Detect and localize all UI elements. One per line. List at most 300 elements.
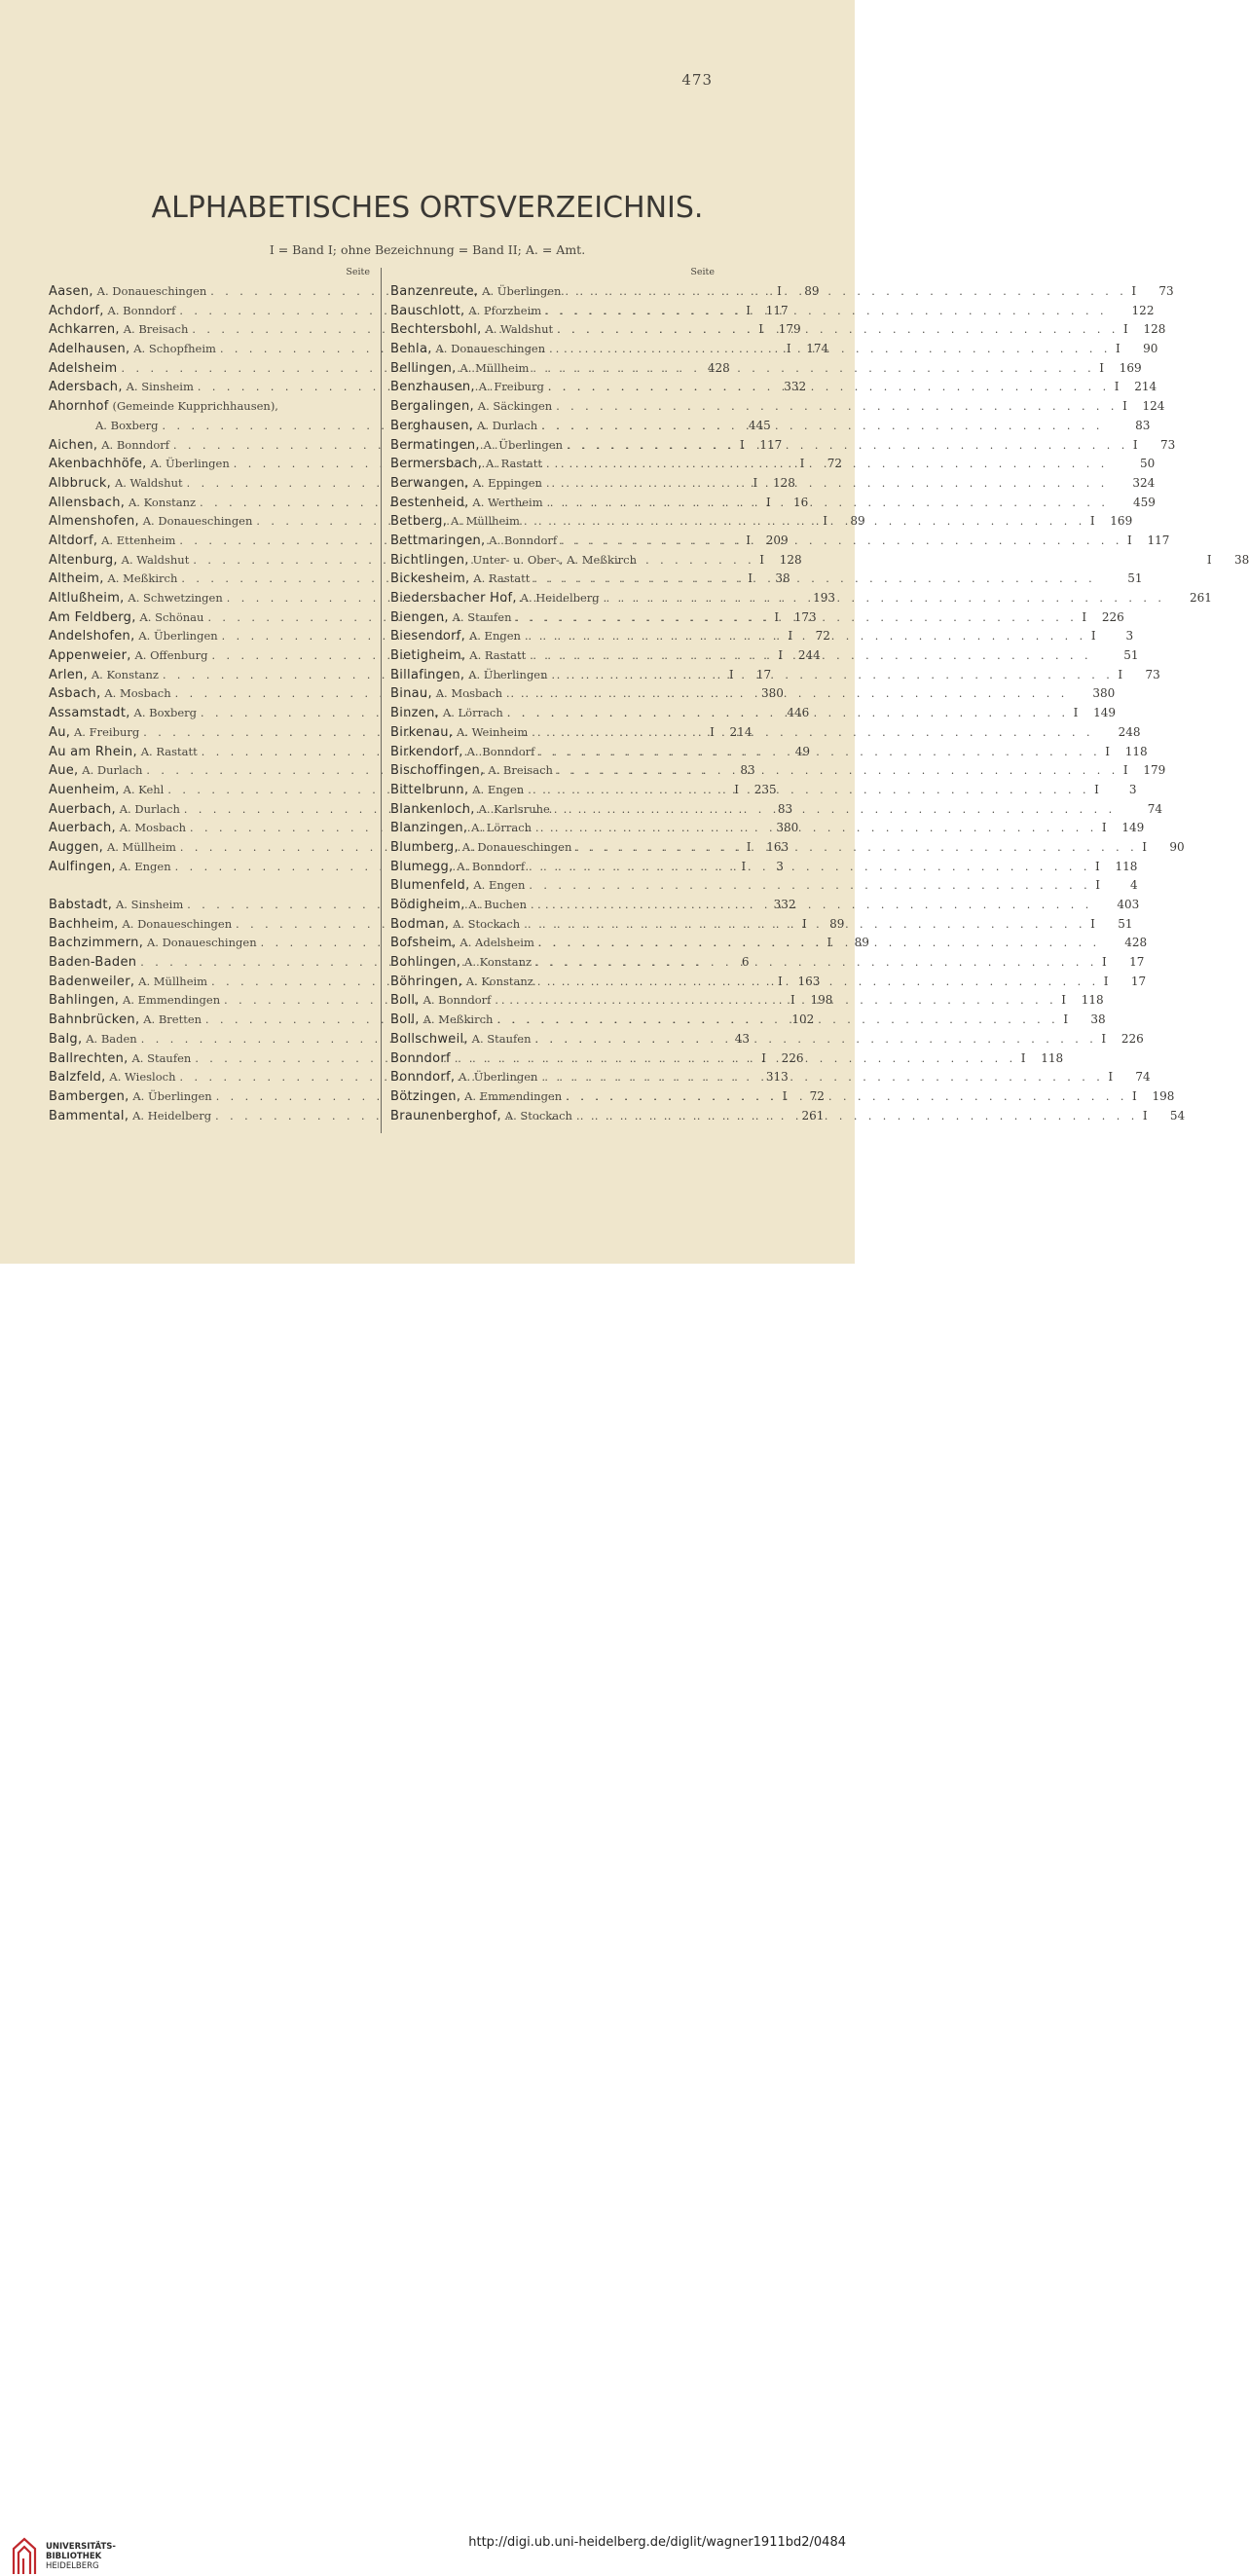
page-reference: 73 xyxy=(1159,437,1176,452)
dot-leader xyxy=(572,1107,1138,1126)
volume-marker: I xyxy=(1101,821,1107,835)
district-detail: A. Stockach xyxy=(453,916,521,931)
page-reference: 313 xyxy=(765,1070,789,1085)
district-detail: A. Offenburg xyxy=(134,648,208,663)
dot-leader xyxy=(544,378,1110,397)
page-reference: 51 xyxy=(1123,648,1139,663)
page-reference: 54 xyxy=(1169,1108,1186,1122)
dot-leader xyxy=(600,589,1165,608)
page-reference: 403 xyxy=(1117,898,1140,911)
volume-marker: I xyxy=(728,667,734,681)
dot-leader xyxy=(532,953,1097,973)
district-detail: A. Durlach xyxy=(82,763,143,778)
volume-marker: I xyxy=(790,993,795,1008)
page-reference: 198 xyxy=(1152,1088,1175,1103)
district-detail: A. Überlingen xyxy=(468,667,548,681)
district-detail: A. Konstanz xyxy=(91,667,159,681)
place-name: Bergalingen, xyxy=(390,399,474,415)
place-name: Arlen, xyxy=(49,667,89,682)
dot-leader xyxy=(562,1087,1127,1107)
page-reference: 380 xyxy=(776,821,799,835)
place-name: Altlußheim, xyxy=(49,591,125,606)
district-detail: A. Staufen xyxy=(131,1050,192,1065)
library-logo-icon xyxy=(10,2535,39,2576)
dot-leader xyxy=(491,991,1056,1011)
volume-marker: I xyxy=(1142,839,1147,854)
district-detail: A. Überlingen xyxy=(132,1088,212,1103)
place-name: Adelsheim xyxy=(49,360,118,376)
place-name: Babstadt, xyxy=(49,898,113,912)
place-name: Aulfingen, xyxy=(49,859,116,874)
page-reference: 226 xyxy=(1120,1031,1144,1046)
page-reference: 38 xyxy=(775,571,790,586)
dot-leader xyxy=(526,646,1091,666)
district-detail: A. Buchen xyxy=(468,898,528,911)
dot-leader xyxy=(520,915,1085,935)
page-reference: 149 xyxy=(1093,706,1117,720)
dot-leader xyxy=(571,838,1137,858)
place-name: Ballrechten, xyxy=(49,1050,129,1066)
dot-leader xyxy=(502,684,1068,704)
place-name: Aasen, xyxy=(49,284,93,299)
district-detail: A. Freiburg xyxy=(74,724,140,739)
dot-leader xyxy=(561,282,1126,302)
volume-marker: I xyxy=(1094,782,1099,796)
place-name: Bettmaringen, xyxy=(390,533,486,548)
place-name: Benzhausen, xyxy=(390,380,475,395)
column-header-seite: Seite xyxy=(346,267,370,277)
place-name: Bechtersbohl, xyxy=(390,322,482,338)
page-reference: 380 xyxy=(760,686,784,701)
dot-leader xyxy=(520,512,1085,532)
page-reference: 83 xyxy=(740,763,755,778)
footer-bar xyxy=(0,1264,855,2571)
dot-leader xyxy=(543,494,1109,513)
volume-marker: I xyxy=(1132,1088,1137,1103)
district-detail: A. Müllheim xyxy=(106,839,176,854)
place-name: Bischoffingen, xyxy=(390,763,485,779)
page-reference: 122 xyxy=(1131,303,1155,317)
place-name: Bödigheim, xyxy=(390,898,465,912)
volume-marker: I xyxy=(1132,437,1138,452)
volume-marker: I xyxy=(778,648,784,663)
place-name: Balzfeld, xyxy=(49,1070,106,1086)
district-detail: A. Überlingen xyxy=(138,629,218,644)
place-name: Bofsheim, xyxy=(390,936,457,951)
page-reference: 3 xyxy=(1128,782,1137,796)
page-reference: 179 xyxy=(778,322,801,337)
place-name: Bichtlingen, xyxy=(390,552,469,568)
page-reference: 332 xyxy=(773,898,796,911)
district-detail: A. Mosbach xyxy=(119,821,187,835)
district-detail: A. Bonndorf xyxy=(107,303,176,317)
page-reference: 17 xyxy=(1129,955,1145,970)
dot-leader xyxy=(553,761,1119,781)
district-detail: A. Durlach xyxy=(119,801,180,816)
section-spacer xyxy=(49,876,370,896)
place-name: Badenweiler, xyxy=(49,974,135,989)
volume-marker: I xyxy=(1103,974,1109,988)
district-detail: A. Bonndorf xyxy=(489,533,558,547)
dot-leader xyxy=(545,340,1111,359)
library-name xyxy=(46,2542,116,2571)
volume-marker: I xyxy=(1116,342,1120,356)
place-name: Achdorf, xyxy=(49,303,104,318)
place-name: Auggen, xyxy=(49,839,104,855)
district-detail: A. Bretten xyxy=(143,1012,202,1027)
district-detail: A. Wiesloch xyxy=(109,1070,176,1085)
district-detail: A. Meßkirch xyxy=(422,1012,494,1027)
page-reference: 43 xyxy=(734,1031,750,1046)
district-detail: A. Bonndorf xyxy=(422,993,492,1008)
district-detail: A. Engen xyxy=(473,878,526,893)
district-detail: A. Rastatt xyxy=(469,648,527,663)
index-entry xyxy=(390,397,1165,417)
page-reference: 198 xyxy=(810,993,833,1008)
district-detail: A. Emmendingen xyxy=(464,1088,563,1103)
dot-leader xyxy=(550,800,1116,820)
place-name: Altheim, xyxy=(49,571,104,587)
page-reference: 16 xyxy=(793,495,809,509)
legend-line: I = Band I; ohne Bezeichnung = Band II; A. = Amt. xyxy=(269,242,586,257)
volume-marker: I xyxy=(788,629,793,644)
library-name-line3: HEIDELBERG xyxy=(46,2561,99,2571)
place-name: Aichen, xyxy=(49,437,98,453)
volume-marker: I xyxy=(1090,916,1095,931)
page-reference: 118 xyxy=(1081,993,1104,1008)
place-name: Birkendorf, xyxy=(390,744,463,759)
district-detail: (Gemeinde Kupprichhausen), xyxy=(112,399,278,414)
volume-marker: I xyxy=(1127,533,1132,547)
district-detail: A. Meßkirch xyxy=(107,571,178,586)
district-detail: A. Donaueschingen xyxy=(122,916,233,931)
volume-marker: I xyxy=(1122,763,1128,778)
place-name: Bestenheid, xyxy=(390,495,469,510)
district-detail: A. Überlingen xyxy=(459,1070,538,1085)
place-name: Au, xyxy=(49,724,71,740)
dot-leader xyxy=(553,320,1119,340)
place-name: Andelshofen, xyxy=(49,629,135,644)
district-detail: A. Konstanz xyxy=(129,495,197,509)
district-detail: A. Donaueschingen xyxy=(435,342,546,356)
district-detail: A. Mosbach xyxy=(104,686,171,701)
page-reference: 83 xyxy=(777,801,793,816)
place-name: Birkenau, xyxy=(390,724,454,740)
page-reference: 117 xyxy=(1147,533,1170,547)
place-name: Bauschlott, xyxy=(390,303,465,318)
place-name: Bermatingen, xyxy=(390,437,480,453)
volume-marker: I xyxy=(748,571,753,586)
dot-leader xyxy=(534,743,1100,762)
volume-marker: I xyxy=(746,839,752,854)
place-name: Bietigheim, xyxy=(390,648,466,664)
page-reference: 445 xyxy=(748,418,771,432)
volume-marker: I xyxy=(761,1050,766,1065)
place-name: Au am Rhein, xyxy=(49,744,137,759)
volume-marker: I xyxy=(753,475,758,490)
place-name: Billafingen, xyxy=(390,667,465,682)
page-reference: 128 xyxy=(772,475,795,490)
place-name: Boll, xyxy=(390,993,420,1009)
district-detail: A. Engen xyxy=(119,859,171,873)
place-name: Achkarren, xyxy=(49,322,120,338)
place-name: Baden-Baden xyxy=(49,955,137,971)
page-reference: 128 xyxy=(1143,322,1166,337)
place-name: Banzenreute, xyxy=(390,284,479,299)
page-reference: 244 xyxy=(797,648,821,663)
place-name: Bammental, xyxy=(49,1108,129,1123)
column-header-seite: Seite xyxy=(690,267,715,277)
page-reference: 214 xyxy=(729,724,753,739)
district-detail: A. Sinsheim xyxy=(126,380,194,394)
district-detail: A. Donaueschingen xyxy=(96,284,207,298)
district-detail: A. Waldshut xyxy=(485,322,554,337)
place-name: Auenheim, xyxy=(49,782,120,797)
place-name: Binzen, xyxy=(390,706,440,721)
district-detail: A. Müllheim xyxy=(451,514,520,529)
volume-marker: I xyxy=(777,284,782,298)
dot-leader xyxy=(534,934,1100,953)
district-detail: A. Wertheim xyxy=(472,495,543,509)
page-reference: 49 xyxy=(794,744,810,758)
page-reference: 163 xyxy=(766,839,790,854)
page-reference: 193 xyxy=(813,591,836,605)
place-name: Am Feldberg, xyxy=(49,609,136,625)
index-entry xyxy=(390,684,1116,704)
page-reference: 74 xyxy=(1135,1070,1151,1085)
page-reference: 73 xyxy=(1158,284,1174,298)
place-name: Auerbach, xyxy=(49,801,116,817)
volume-marker: I xyxy=(1122,399,1127,414)
district-detail: A. Lörrach xyxy=(471,821,533,835)
volume-marker: I xyxy=(827,936,832,950)
district-detail: A. Bonndorf xyxy=(466,744,535,758)
place-name: Biedersbacher Hof, xyxy=(390,591,517,606)
district-detail: A. Waldshut xyxy=(114,475,183,490)
volume-marker: I xyxy=(734,782,739,796)
district-detail: A. Durlach xyxy=(477,418,538,432)
place-name: Ahornhof xyxy=(49,399,109,415)
page-reference: 117 xyxy=(765,303,789,317)
volume-marker: I xyxy=(1206,552,1212,567)
page-reference: 72 xyxy=(815,629,830,644)
place-name: Altdorf, xyxy=(49,533,98,548)
place-name: Akenbachhöfe, xyxy=(49,457,147,472)
volume-marker: I xyxy=(1089,514,1095,529)
volume-marker: I xyxy=(823,514,828,529)
page-reference: 261 xyxy=(1190,591,1212,605)
place-name: Braunenberghof, xyxy=(390,1108,501,1123)
district-detail: A. Kehl xyxy=(123,782,165,796)
page-reference: 117 xyxy=(759,437,783,452)
volume-marker: I xyxy=(801,916,807,931)
place-name: Bollschweil, xyxy=(390,1031,468,1047)
district-detail: A. Schönau xyxy=(139,609,204,624)
place-name: Aue, xyxy=(49,763,79,779)
district-detail: A. Baden xyxy=(86,1031,137,1046)
page-reference: 38 xyxy=(1090,1012,1106,1027)
district-detail: A. Donaueschingen xyxy=(461,839,572,854)
place-name: Bötzingen, xyxy=(390,1088,461,1104)
place-name: Bickesheim, xyxy=(390,571,470,587)
place-name: Berwangen, xyxy=(390,475,469,491)
page-reference: 118 xyxy=(1041,1050,1064,1065)
page-reference: 169 xyxy=(1110,514,1133,529)
place-name: Albbruck, xyxy=(49,475,112,491)
page-reference: 17 xyxy=(755,667,772,681)
district-detail: A. Mosbach xyxy=(435,686,503,701)
page-reference: 332 xyxy=(784,380,807,394)
district-detail: A. Rastatt xyxy=(140,744,198,758)
district-detail: A. Freiburg xyxy=(478,380,544,394)
district-detail: A. Staufen xyxy=(452,609,512,624)
district-detail: A. Heidelberg xyxy=(132,1108,212,1122)
district-detail: A. Adelsheim xyxy=(459,936,534,950)
place-name: Appenweier, xyxy=(49,648,131,664)
district-detail: A. Donaueschingen xyxy=(142,514,253,529)
page-reference: 163 xyxy=(797,974,821,988)
volume-marker: I xyxy=(774,609,780,624)
district-detail: A. Boxberg xyxy=(95,418,159,432)
place-name: Bonndorf xyxy=(390,1050,451,1066)
volume-marker: I xyxy=(799,457,805,471)
district-detail: A. Müllheim xyxy=(459,360,530,375)
volume-marker: I xyxy=(1061,993,1067,1008)
place-name: Biengen, xyxy=(390,609,449,625)
volume-marker: I xyxy=(1020,1050,1026,1065)
place-name: Bittelbrunn, xyxy=(390,782,469,797)
library-name-line1: UNIVERSITÄTS- xyxy=(46,2542,116,2552)
dot-leader xyxy=(542,474,1108,494)
scanned-page xyxy=(0,0,1249,1264)
place-name: Blumberg, xyxy=(390,839,459,855)
volume-marker: I xyxy=(1099,360,1105,375)
dot-leader xyxy=(524,781,1089,800)
place-name: Bachzimmern, xyxy=(49,936,144,951)
dot-leader xyxy=(530,570,1095,589)
place-name: Binau, xyxy=(390,686,432,702)
dot-leader xyxy=(537,1068,1103,1087)
volume-marker: I xyxy=(1108,1070,1114,1085)
dot-leader xyxy=(548,666,1114,685)
district-detail: A. Rastatt xyxy=(485,457,543,471)
place-name: Altenburg, xyxy=(49,552,118,568)
place-name: Behla, xyxy=(390,342,432,357)
district-detail: A. Sinsheim xyxy=(115,898,184,911)
volume-marker: I xyxy=(1101,955,1107,970)
page-reference: 51 xyxy=(1127,571,1143,586)
volume-marker: I xyxy=(1131,284,1137,298)
volume-marker: I xyxy=(746,303,752,317)
volume-marker: I xyxy=(739,437,745,452)
page-reference: 173 xyxy=(793,609,817,624)
page-reference: 179 xyxy=(1143,763,1166,778)
district-detail: A. Weinheim xyxy=(457,724,529,739)
district-detail: A. Bonndorf xyxy=(101,437,170,452)
page-reference: 89 xyxy=(850,514,865,529)
place-name: Bahnbrücken, xyxy=(49,1012,140,1028)
dot-leader xyxy=(511,608,1077,628)
dot-leader xyxy=(532,1030,1097,1049)
page-reference: 73 xyxy=(1145,667,1160,681)
volume-marker: I xyxy=(1101,1031,1107,1046)
dot-leader xyxy=(528,723,1093,743)
place-name: Bermersbach, xyxy=(390,457,483,472)
volume-marker: I xyxy=(1118,667,1123,681)
page-reference: 128 xyxy=(779,552,802,567)
dot-leader xyxy=(542,455,1108,474)
district-detail: A. Emmendingen xyxy=(123,993,221,1008)
district-detail: A. Breisach xyxy=(123,322,189,337)
volume-marker: I xyxy=(746,533,751,547)
page-reference: 209 xyxy=(765,533,789,547)
dot-leader xyxy=(529,359,1094,379)
page-reference: 102 xyxy=(791,1012,815,1027)
dot-leader xyxy=(521,627,1086,646)
page-reference: 90 xyxy=(1143,342,1158,356)
district-detail: A. Heidelberg xyxy=(520,591,600,605)
volume-marker: I xyxy=(741,859,747,873)
place-name: Blankenloch, xyxy=(390,801,475,817)
place-name: Bellingen, xyxy=(390,360,457,376)
district-detail: A. Bonndorf xyxy=(457,859,526,873)
place-name: Asbach, xyxy=(49,686,101,702)
dot-leader xyxy=(532,819,1097,838)
page-reference: 74 xyxy=(1147,801,1163,816)
page-reference: 174 xyxy=(806,342,829,356)
page-reference: 169 xyxy=(1119,360,1142,375)
volume-marker: I xyxy=(1105,744,1111,758)
page-reference: 17 xyxy=(1130,974,1147,988)
volume-marker: I xyxy=(710,724,715,739)
place-name: Berghausen, xyxy=(390,418,474,433)
dot-leader xyxy=(541,302,1107,321)
place-name: Assamstadt, xyxy=(49,706,130,721)
page-reference: 51 xyxy=(1118,916,1133,931)
place-name: Biesendorf, xyxy=(390,629,466,644)
page-reference: 72 xyxy=(809,1088,825,1103)
district-detail: A. Überlingen xyxy=(482,284,562,298)
source-url-link[interactable]: http://digi.ub.uni-heidelberg.de/diglit/wagner1911bd2/0484 xyxy=(468,2535,846,2550)
page-reference: 248 xyxy=(1118,724,1141,739)
place-name: Bonndorf, xyxy=(390,1070,456,1086)
place-name: Bahlingen, xyxy=(49,993,120,1009)
place-name: Allensbach, xyxy=(49,495,126,510)
page-reference: 226 xyxy=(1101,609,1124,624)
page-number: 473 xyxy=(681,71,713,89)
district-detail: A. Karlsruhe xyxy=(478,801,550,816)
district-detail: A. Boxberg xyxy=(133,706,198,720)
page-reference: 428 xyxy=(707,360,730,375)
dot-leader xyxy=(525,858,1090,877)
page-reference: 324 xyxy=(1132,475,1156,490)
dot-leader xyxy=(451,1049,1016,1069)
page-reference: 72 xyxy=(827,457,842,471)
page-reference: 38 xyxy=(1233,552,1249,567)
index-entry xyxy=(390,858,1138,877)
volume-marker: I xyxy=(1095,878,1100,893)
dot-leader xyxy=(525,876,1090,896)
page-reference: 261 xyxy=(801,1108,825,1122)
district-detail: A. Staufen xyxy=(471,1031,532,1046)
volume-marker: I xyxy=(1073,706,1079,720)
volume-marker: I xyxy=(758,322,763,337)
page-reference: 6 xyxy=(741,955,750,970)
district-detail: A. Schopfheim xyxy=(133,342,216,356)
district-detail: A. Überlingen xyxy=(483,437,563,452)
district-detail: A. Breisach xyxy=(488,763,553,778)
page-reference: 380 xyxy=(1092,686,1116,701)
